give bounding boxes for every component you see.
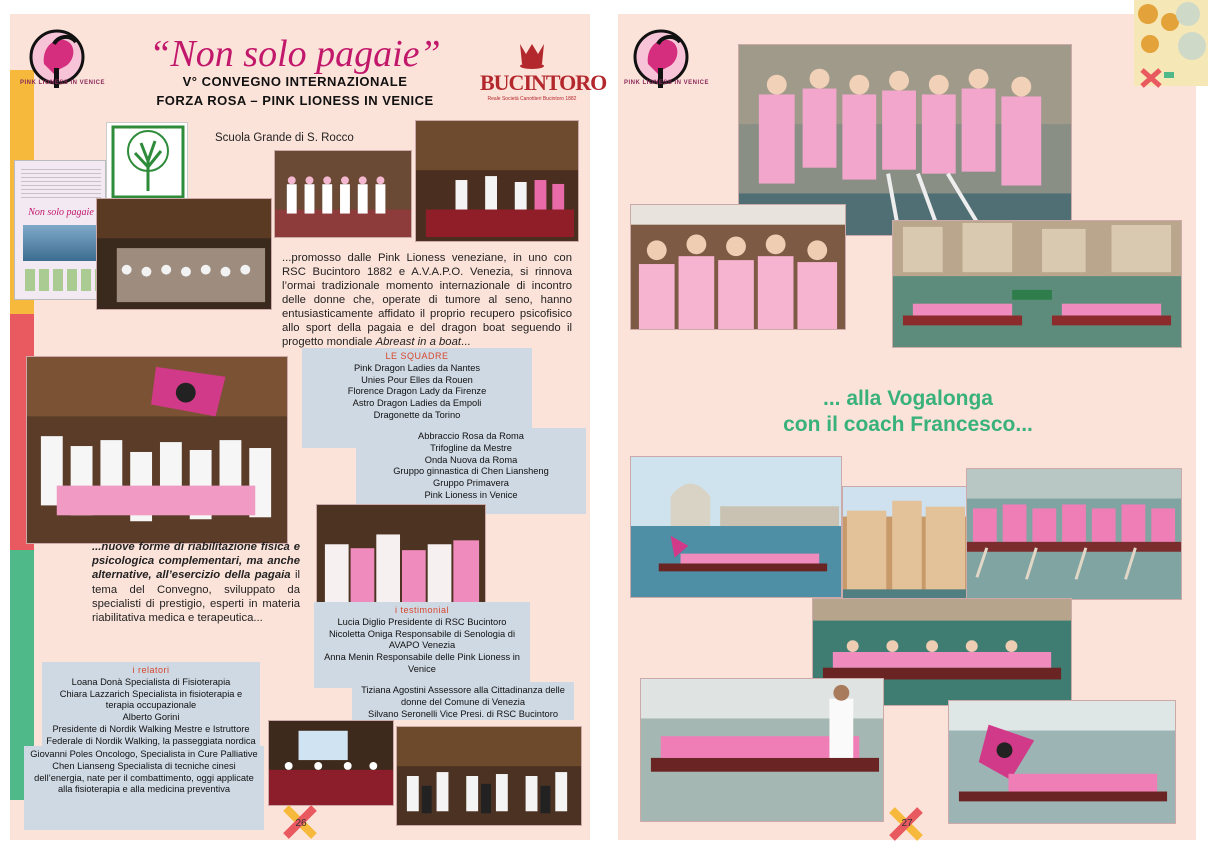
squad-item: Dragonette da Torino [373, 409, 461, 420]
squad-item: Pink Dragon Ladies da Nantes [353, 362, 481, 373]
squad-item: Trifogline da Mestre [430, 442, 512, 453]
theme-paragraph [92, 540, 300, 625]
squad-item: Unies Pour Elles da Rouen [361, 374, 473, 385]
page-title: “Non solo pagaie” [149, 33, 441, 75]
photo-speakers-table [415, 120, 579, 242]
photo-exercise-session [396, 726, 582, 826]
squad-item: Astro Dragon Ladies da Empoli [352, 398, 482, 409]
speaker-item: Alberto Gorini [122, 712, 180, 723]
vogalonga-heading [728, 386, 1088, 438]
squad-item: Abbraccio Rosa da Roma [418, 431, 524, 441]
photo-gymnastics-group [274, 150, 412, 238]
squads-box-b [356, 428, 586, 514]
squads-heading: LE SQUADRE [385, 351, 449, 361]
intro-emphasis: Abreast in a boat [375, 336, 461, 348]
photo-canal-buildings [842, 486, 968, 614]
venue: Scuola Grande di S. Rocco [215, 132, 354, 144]
logo-caption: PINK LIONESS IN VENICE [20, 80, 106, 86]
photo-dragon-boats-canal [892, 220, 1182, 348]
left-page [10, 14, 607, 840]
bucintoro-tagline: Reale Società Canottieri Bucintoro 1882 [487, 96, 577, 102]
bucintoro-logo [476, 40, 607, 112]
squad-item: Pink Lioness in Venice [424, 489, 518, 500]
right-page [618, 14, 1196, 840]
photo-group-flag [26, 356, 288, 544]
photo-five-women [630, 204, 846, 330]
intro-paragraph-text [92, 251, 572, 361]
photo-dragon-boat-coach [640, 678, 884, 822]
speakers-box-b [24, 746, 264, 830]
speaker-item: Presidente di Nordik Walking Mestre e Istruttore Federale di Nordik Walking, la passeggiata nordica [46, 723, 256, 746]
intro-text: ...promosso dalle Pink Lioness veneziane, in uno con RSC Bucintoro 1882 e A.V.A.P.O. Venezia, si rinnova l’ormai tradizionale momento internazionale di incontro delle donne che, operate di tumore al seno, hanno entusiasticamente affidato il proprio recupero psicofisico allo sport della pagaia e del dragon boat seguendo il progetto mondiale [282, 252, 572, 348]
theme-emphasis: ...nuove forme di riabilitazione fisica e psicologica complementari, ma anche alternative, all’esercizio della pagaia [92, 541, 300, 582]
speakers-heading: i relatori [132, 665, 170, 675]
page-number: 27 [901, 818, 913, 829]
squad-item: Gruppo ginnastica di Chen Liansheng [393, 466, 549, 477]
photo-conference-stage [268, 720, 394, 806]
corner-artwork [1134, 0, 1208, 86]
testimonial-item: Silvano Seronelli Vice Presi. di RSC Bucintoro [368, 708, 558, 719]
photo-rowers-pink [966, 468, 1182, 600]
bucintoro-name: BUCINTORO [480, 70, 607, 95]
speaker-item: Chen Lianseng Specialista di tecniche cinesi dell’energia, nate per il combattimento, oggi applicate alla fisioterapia e alla medicina preventiva [34, 760, 254, 795]
testimonials-heading: i testimonial [394, 605, 450, 615]
subtitle-line-1: V° CONVEGNO INTERNAZIONALE [182, 74, 408, 89]
logo-caption: PINK LIONESS IN VENICE [624, 80, 710, 86]
subtitle-line-2: FORZA ROSA – PINK LIONESS IN VENICE [156, 93, 434, 108]
heading-line-2: con il coach Francesco... [783, 413, 1033, 436]
flyer-title: Non solo pagaie [28, 207, 94, 218]
heading-line-1: ... alla Vogalonga [823, 387, 993, 410]
intro-end: ... [461, 336, 471, 348]
photo-pink-group-indoor [316, 504, 486, 612]
speaker-item: Giovanni Poles Oncologo, Specialista in Cure Palliative [30, 749, 258, 759]
testimonial-item: Nicoletta Oniga Responsabile di Senologia di AVAPO Venezia [328, 628, 516, 651]
testimonial-item: Anna Menin Responsabile delle Pink Lioness in Venice [324, 652, 520, 674]
photo-boat-flag [948, 700, 1176, 824]
speaker-item: Loana Donà Specialista di Fisioterapia [71, 676, 231, 687]
testimonial-item: Tiziana Agostini Assessore alla Cittadinanza delle donne del Comune di Venezia [361, 685, 565, 707]
squad-item: Onda Nuova da Roma [424, 454, 518, 465]
testimonials-box-b [352, 682, 574, 720]
squad-item: Florence Dragon Lady da Firenze [347, 386, 487, 397]
testimonials-box-a [314, 602, 530, 688]
squad-item: Gruppo Primavera [433, 478, 509, 489]
testimonial-item: Lucia Diglio Presidente di RSC Bucintoro [337, 616, 507, 627]
photo-redentore-boat [630, 456, 842, 598]
speaker-item: Chiara Lazzarich Specialista in fisioterapia e terapia occupazionale [59, 688, 243, 711]
page-number: 26 [295, 818, 307, 829]
theme-text: il tema del Convegno, sviluppato da specialisti di prestigio, esperti in materia riabilitativa medica e terapeutica... [92, 569, 300, 625]
